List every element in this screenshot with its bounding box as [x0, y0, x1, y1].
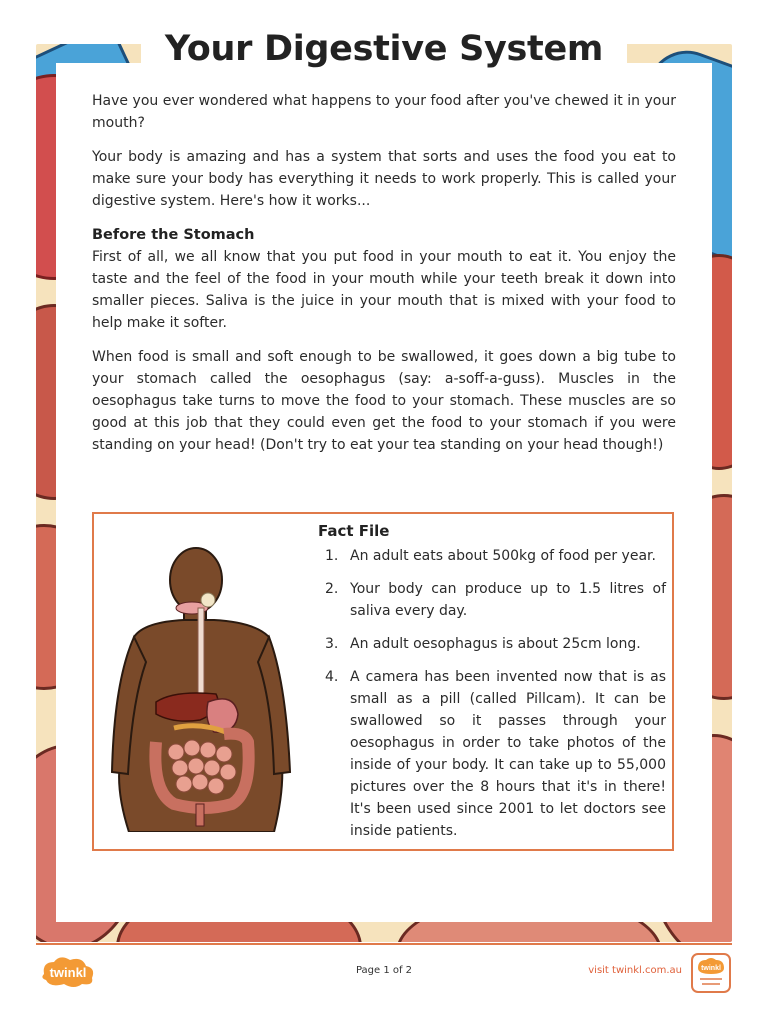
section-heading: Before the Stomach — [92, 227, 255, 243]
fact-file-title: Fact File — [318, 522, 390, 540]
fact-item: 2. Your body can produce up to 1.5 litres of saliva every day. — [325, 581, 666, 619]
intro-paragraph: Your body is amazing and has a system that sorts and uses the food you eat to make sure your body has everything it needs to work properly. This is called your digestive system. Here's how it works... — [92, 149, 676, 209]
page-title: Your Digestive System — [0, 26, 768, 72]
fact-item: 1. An adult eats about 500kg of food per year. — [325, 548, 656, 564]
section-paragraph: First of all, we all know that you put food in your mouth to eat it. You enjoy the taste and the feel of the food in your mouth while your teeth break it down into smaller pieces. Saliva is the juice in your mouth that is mixed with your food to help make it softer. — [92, 249, 676, 331]
website-link[interactable]: visit twinkl.com.au — [588, 965, 682, 976]
page-number: Page 1 of 2 — [355, 965, 413, 976]
logo-text: twinkl — [49, 965, 87, 980]
article-body — [92, 90, 676, 468]
fact-item: 4. A camera has been invented now that is as small as a pill (called Pillcam). It can be swallowed so it passes through your oesophagus in order to take photos of the inside of your body. It can take up to 55,000 pictures over the 8 hours that it's in there! It's been used since 2001 to let doctors see inside patients. — [325, 669, 666, 839]
footer-divider — [36, 943, 732, 945]
fact-file-box — [92, 512, 674, 851]
section-paragraph: When food is small and soft enough to be swallowed, it goes down a big tube to your stomach called the oesophagus (say: a-soff-a-guss). Muscles in the oesophagus take turns to move the food to your stomach. These muscles are so good at this job that they could even get the food to your stomach if you were standing on your head! (Don't try to eat your tea standing on your head though!) — [92, 349, 676, 453]
quality-badge-icon — [690, 952, 732, 994]
digestive-system-illustration — [104, 542, 294, 832]
fact-list — [320, 545, 666, 853]
fact-item: 3. An adult oesophagus is about 25cm long. — [325, 636, 641, 652]
intro-paragraph: Have you ever wondered what happens to your food after you've chewed it in your mouth? — [92, 93, 676, 131]
svg-text:twinkl: twinkl — [701, 965, 721, 972]
